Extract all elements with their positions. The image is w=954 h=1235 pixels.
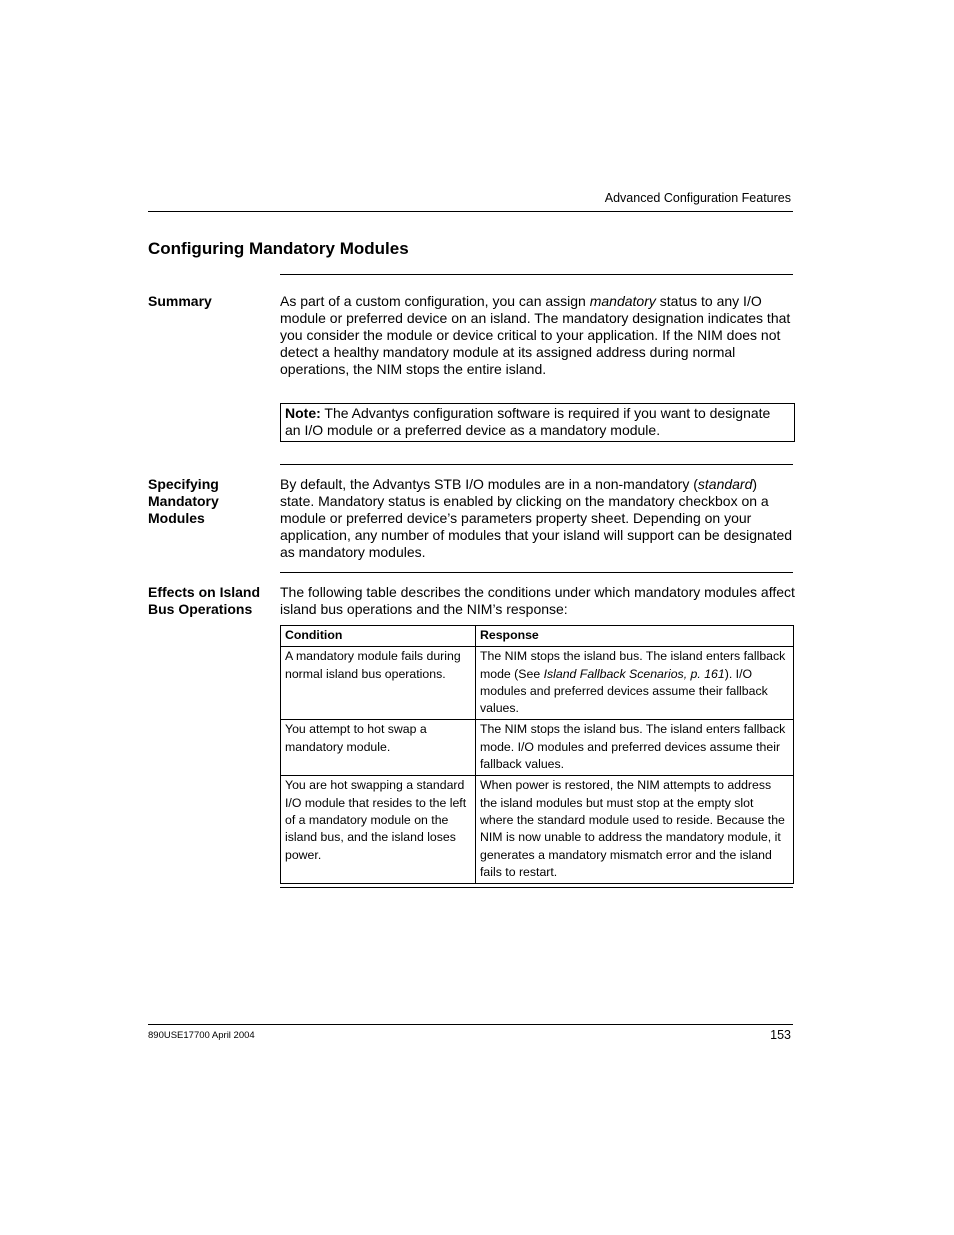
- footer-doc-id: 890USE17700 April 2004: [148, 1030, 255, 1041]
- section-rule-summary: [280, 274, 793, 275]
- response-cell: When power is restored, the NIM attempts to address the island modules but must stop at the empty slot where the standard module used to reside. Because the NIM is now unable to address the mandatory module, it generates a mandatory mismatch error and the island fails to restart.: [476, 776, 794, 884]
- column-header-condition: Condition: [281, 626, 476, 647]
- table-row: [281, 647, 794, 720]
- effects-heading: Effects on Island Bus Operations: [148, 584, 261, 617]
- condition-cell: A mandatory module fails during normal island bus operations.: [281, 647, 476, 720]
- response-cell: The NIM stops the island bus. The island enters fallback mode. I/O modules and preferred devices assume their fallback values.: [476, 720, 794, 776]
- specifying-heading: Specifying Mandatory Modules: [148, 476, 219, 526]
- running-header: Advanced Configuration Features: [604, 191, 791, 205]
- summary-paragraph: As part of a custom configuration, you can assign mandatory status to any I/O module or preferred device on an island. The mandatory designation indicates that you consider the module or device critical to your application. If the NIM does not detect a healthy mandatory module at its assigned address during normal operations, the NIM stops the entire island.: [280, 293, 791, 377]
- effects-intro: The following table describes the conditions under which mandatory modules affect island bus operations and the NIM’s response:: [280, 584, 795, 617]
- condition-cell: You are hot swapping a standard I/O module that resides to the left of a mandatory module on the island bus, and the island loses power.: [281, 776, 476, 884]
- column-header-response: Response: [476, 626, 794, 647]
- table-row: [281, 720, 794, 776]
- note-box: [280, 403, 795, 442]
- response-cell: The NIM stops the island bus. The island enters fallback mode (See Island Fallback Scenarios, p. 161). I/O modules and preferred devices assume their fallback values.: [476, 647, 794, 720]
- table-header-row: [281, 626, 794, 647]
- specifying-paragraph: By default, the Advantys STB I/O modules are in a non-mandatory (standard) state. Mandatory status is enabled by clicking on the mandatory checkbox on a module or preferred device’s parameters property sheet. Depending on your application, any number of modules that your island will support can be designated as mandatory modules.: [280, 476, 793, 560]
- conditions-table: [280, 625, 794, 884]
- section-rule-effects: [280, 572, 793, 573]
- note-label: Note:: [285, 405, 321, 421]
- summary-heading: Summary: [148, 293, 212, 309]
- section-end-rule: [280, 887, 793, 888]
- cross-reference-link: Island Fallback Scenarios, p. 161: [543, 666, 725, 681]
- section-rule-specifying: [280, 464, 793, 465]
- condition-cell: You attempt to hot swap a mandatory module.: [281, 720, 476, 776]
- header-rule: [148, 211, 793, 212]
- table-row: [281, 776, 794, 884]
- note-text: The Advantys configuration software is required if you want to designate an I/O module or a preferred device as a mandatory module.: [285, 405, 771, 438]
- page-number: 153: [770, 1028, 791, 1042]
- footer-rule: [148, 1024, 793, 1025]
- page-title: Configuring Mandatory Modules: [148, 239, 409, 258]
